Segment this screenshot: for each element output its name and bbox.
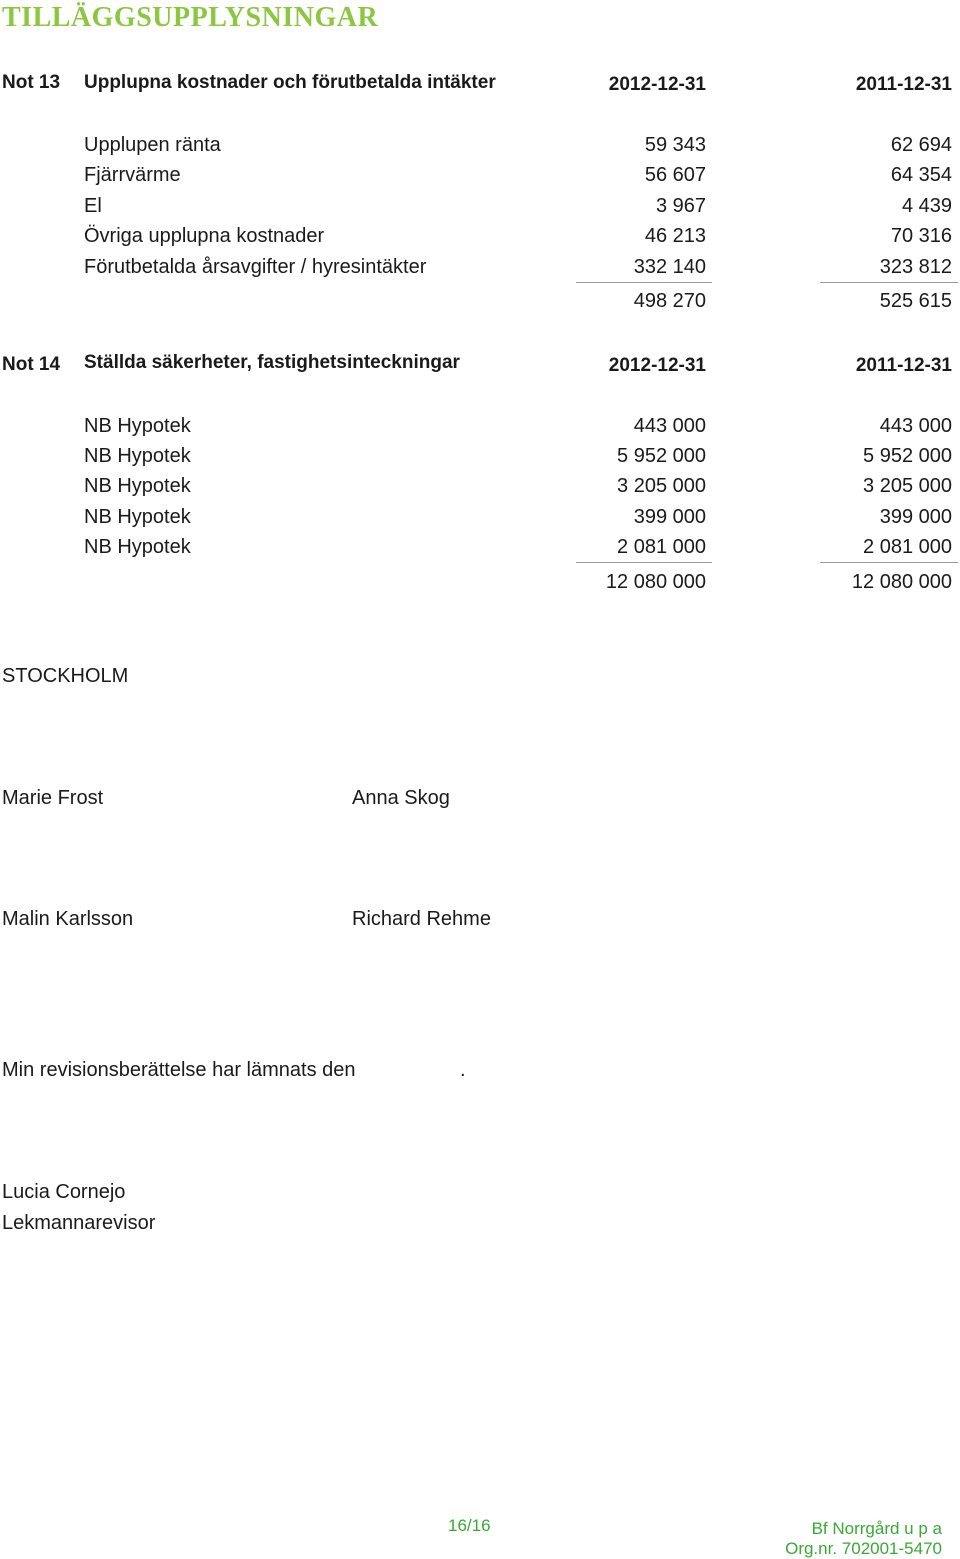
row-label: NB Hypotek xyxy=(84,506,191,528)
row-value-2011: 399 000 xyxy=(879,506,952,528)
row-label: Fjärrvärme xyxy=(84,164,181,186)
auditor-name: Lucia Cornejo xyxy=(2,1181,126,1203)
row-value-2012: 59 343 xyxy=(644,134,706,156)
row-value-2011: 443 000 xyxy=(879,415,952,437)
signatory-1: Marie Frost xyxy=(2,787,104,809)
row-label: Upplupen ränta xyxy=(84,134,221,156)
place-label: STOCKHOLM xyxy=(2,665,129,687)
row-value-2011: 323 812 xyxy=(879,256,952,278)
row-value-2012: 332 140 xyxy=(633,256,706,278)
note-13-col-2012: 2012-12-31 xyxy=(608,74,706,95)
footer-org-name: Bf Norrgård u p a xyxy=(811,1519,942,1538)
row-value-2011: 3 205 000 xyxy=(863,475,952,497)
row-value-2011: 62 694 xyxy=(890,134,952,156)
sum-rule-2011 xyxy=(820,562,958,563)
row-value-2011: 70 316 xyxy=(890,225,952,247)
row-value-2012: 399 000 xyxy=(633,506,706,528)
row-label: Övriga upplupna kostnader xyxy=(84,225,325,247)
signatory-3: Malin Karlsson xyxy=(2,908,134,930)
row-value-2011: 64 354 xyxy=(890,164,952,186)
auditor-role: Lekmannarevisor xyxy=(2,1212,156,1234)
page-title: TILLÄGGSUPPLYSNINGAR xyxy=(2,2,379,33)
row-label: NB Hypotek xyxy=(84,445,191,467)
row-label: El xyxy=(84,195,102,217)
note-13-title: Upplupna kostnader och förutbetalda intäkter xyxy=(84,72,496,93)
note-14-total-2011: 12 080 000 xyxy=(851,571,952,593)
note-14-col-2011: 2011-12-31 xyxy=(855,355,952,376)
row-label: NB Hypotek xyxy=(84,415,191,437)
row-value-2012: 2 081 000 xyxy=(617,536,706,558)
row-value-2012: 3 205 000 xyxy=(617,475,706,497)
signatory-2: Anna Skog xyxy=(352,787,450,809)
note-14-title: Ställda säkerheter, fastighetsinteckningar xyxy=(84,352,460,373)
note-13-number: Not 13 xyxy=(2,72,61,93)
footer-org-number: Org.nr. 702001-5470 xyxy=(785,1539,942,1558)
signatory-4: Richard Rehme xyxy=(352,908,491,930)
row-value-2012: 3 967 xyxy=(655,195,706,217)
note-13-total-2011: 525 615 xyxy=(879,290,952,312)
audit-statement: Min revisionsberättelse har lämnats den xyxy=(2,1059,356,1081)
sum-rule-2012 xyxy=(576,562,712,563)
note-14-col-2012: 2012-12-31 xyxy=(608,355,706,376)
note-13-total-2012: 498 270 xyxy=(633,290,706,312)
note-13-col-2011: 2011-12-31 xyxy=(855,74,952,95)
note-14-number: Not 14 xyxy=(2,354,61,375)
audit-statement-period: . xyxy=(460,1059,466,1081)
row-value-2012: 443 000 xyxy=(633,415,706,437)
row-value-2011: 4 439 xyxy=(901,195,952,217)
row-value-2012: 5 952 000 xyxy=(617,445,706,467)
row-value-2011: 5 952 000 xyxy=(863,445,952,467)
row-value-2011: 2 081 000 xyxy=(863,536,952,558)
row-value-2012: 56 607 xyxy=(644,164,706,186)
row-label: NB Hypotek xyxy=(84,536,191,558)
row-label: NB Hypotek xyxy=(84,475,191,497)
sum-rule-2012 xyxy=(576,282,712,283)
row-value-2012: 46 213 xyxy=(644,225,706,247)
row-label: Förutbetalda årsavgifter / hyresintäkter xyxy=(84,256,427,278)
sum-rule-2011 xyxy=(820,282,958,283)
page-number: 16/16 xyxy=(448,1516,491,1535)
note-14-total-2012: 12 080 000 xyxy=(605,571,706,593)
